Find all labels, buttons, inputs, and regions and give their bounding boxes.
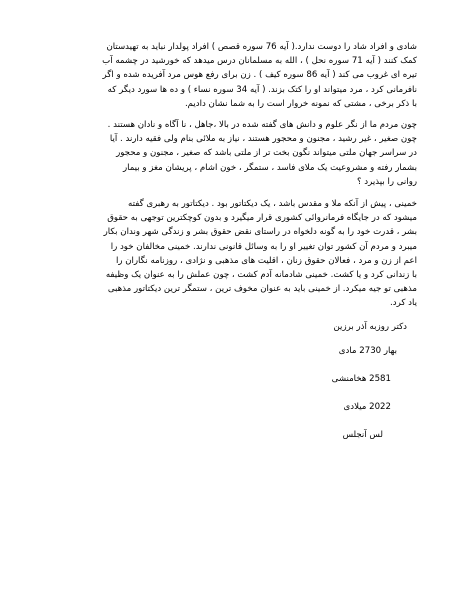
author-name: دکتر روزبه آذر برزین: [333, 321, 407, 332]
signature-block: [46, 320, 417, 443]
document-body: [46, 40, 417, 457]
place-name: لس آنجلس: [342, 430, 383, 441]
date-solar: بهار 2730 مادی: [338, 345, 397, 356]
date-gregorian: 2022 میلادی: [343, 402, 391, 413]
date-achaemenid: 2581 هخامنشی: [331, 374, 391, 385]
paragraph-3: خمینی ، پیش از آنکه ملا و مقدس باشد ، یک دیکتاتور بود . دیکتاتور به رهبری گفته میشود که در جایگاه فرمانروائی کشوری قرار میگیرد و بدون کوچکترین توجهی به حقوق بشر ، قدرت خود را به گونه دلخواه در راستای نقض حقوق بشر و زندگی شهر وندان بکار میبرد و مردم آن کشور توان تغییر او را به وسائل قانونی ندارند. خمینی مخالفان خود را اعم از زن و مرد ، فعالان حقوق زنان ، اقلیت های مذهبی و نژادی ، روزنامه نگاران را با زندانی کرد و یا کشت. خمینی شادمانه آدم کشت ، چون عملش را به عنوان یک وظیفه مذهبی تو جیه میکرد. از خمینی باید به عنوان مخوف ترین ، ستمگر ترین دیکتاتور مذهبی یاد کرد.: [103, 199, 417, 309]
paragraph-2: چون مردم ما از نگر علوم و دانش های گفته شده در بالا ،جاهل ، نا آگاه و نادان هستند . چون صغیر ، غیر رشید ، مجنون و محجور هستند ، نیاز به ملائی بنام ولی فقیه دارند . آیا در سراسر جهان ملتی میتواند نگون بخت تر از ملتی باشد که صغیر ، مجنون و محجور بشمار رفته و مشروعیت یک ملای فاسد ، ستمگر ، خون اشام ، پریشان مغز و بیمار روانی را بپذیرد ؟: [107, 120, 417, 187]
paragraph-1: شادی و افراد شاد را دوست ندارد.( آیه 76 سوره قصص ) افراد پولدار نباید به تهیدستان کمک کنند ( آیه 71 سوره نحل ) ، الله به مسلمانان درس میدهد که خورشید در چشمه آب تیره ای غروب می کند ( آیه 86 سوره کیف ) . زن برای رفع هوس مرد آفریده شده و اگر نافرمانی کرد ، مرد میتواند او را کتک بزند. ( آیه 34 سوره نساء ) و ده ها سورد دیگر که با ذکر برخی ، مشتی که نمونه خروار است را به شما نشان دادیم.: [102, 42, 417, 109]
